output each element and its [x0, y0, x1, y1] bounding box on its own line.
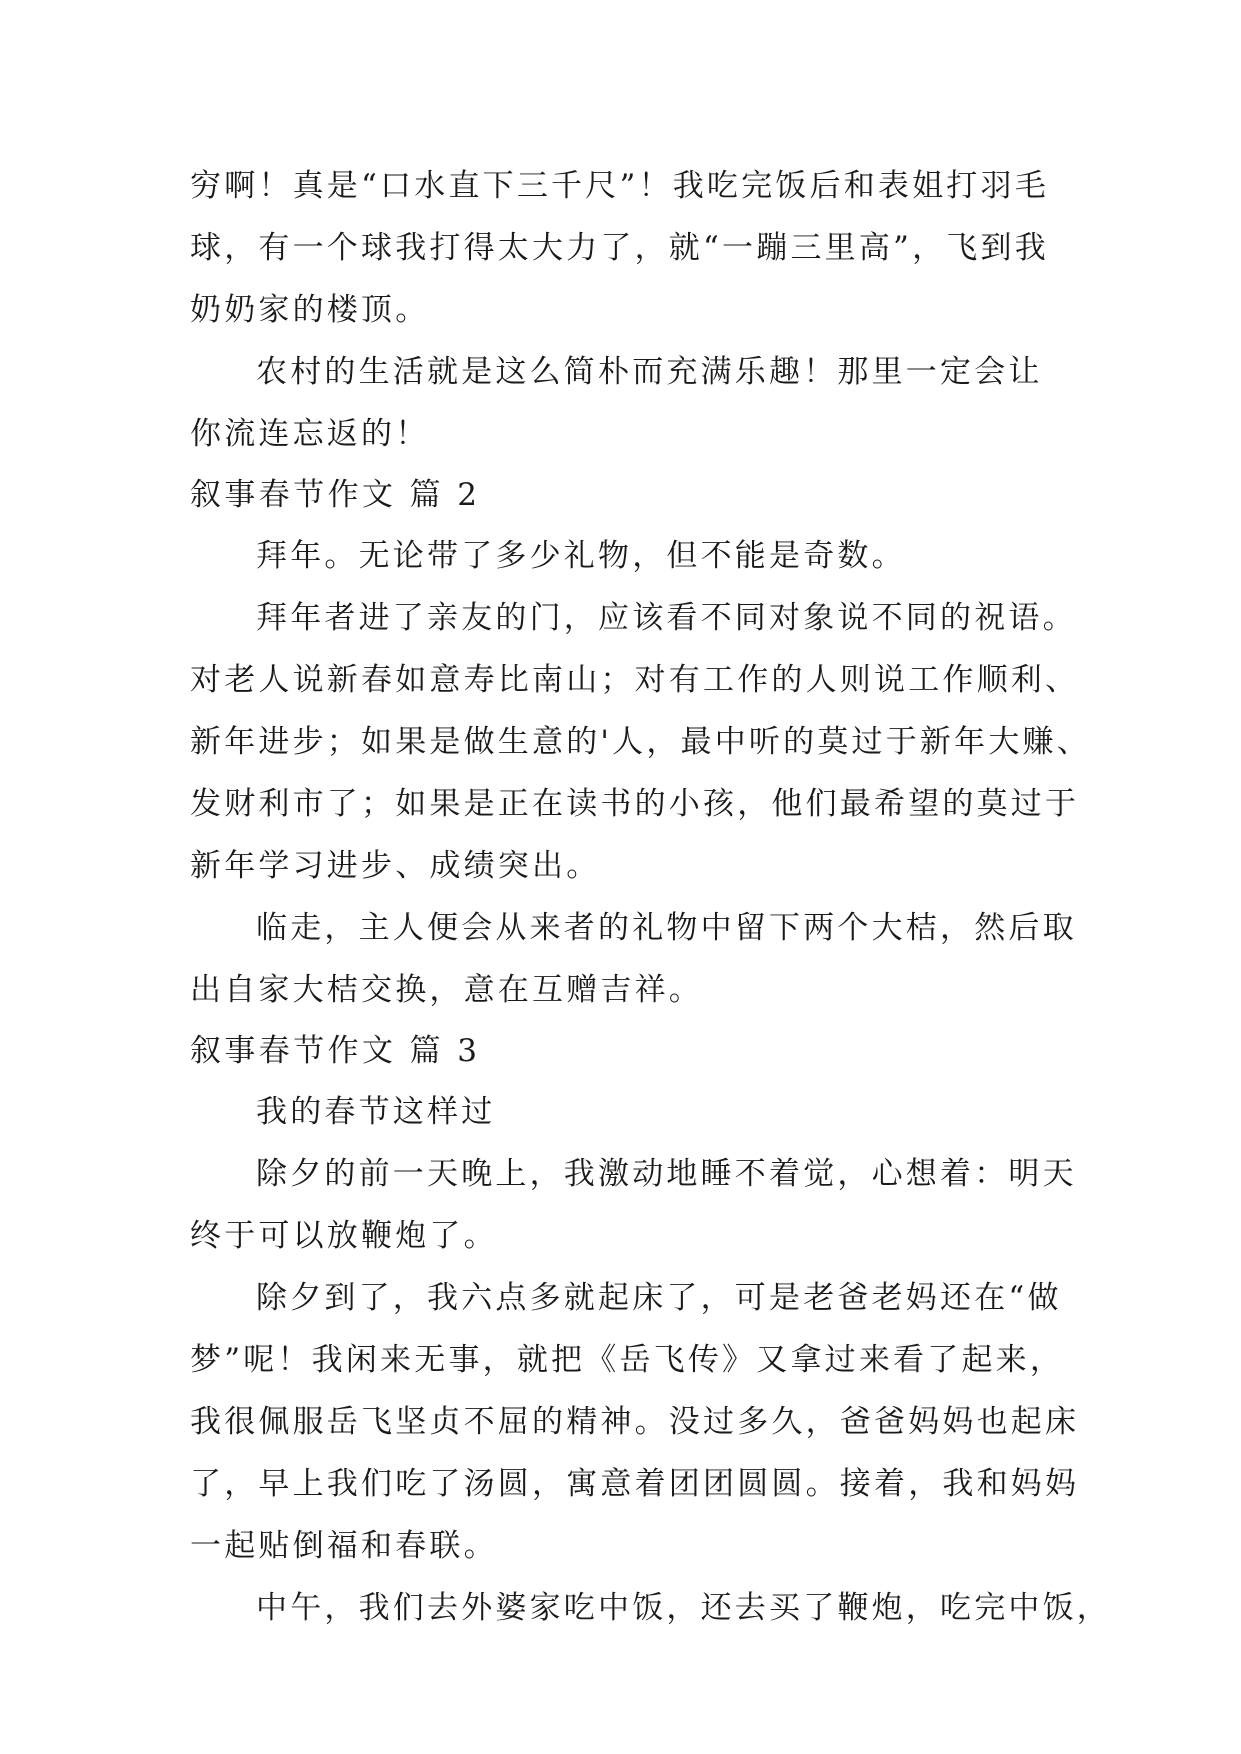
text-line: 农村的生活就是这么简朴而充满乐趣！那里一定会让 [256, 354, 1043, 390]
text-line: 终于可以放鞭炮了。 [190, 1218, 498, 1254]
text-line: 临走，主人便会从来者的礼物中留下两个大桔，然后取 [256, 910, 1077, 946]
text-line: 发财利市了；如果是正在读书的小孩，他们最希望的莫过于 [190, 786, 1080, 822]
text-line: 中午，我们去外婆家吃中饭，还去买了鞭炮，吃完中饭， [256, 1590, 1111, 1626]
text-line: 拜年者进了亲友的门，应该看不同对象说不同的祝语。 [256, 600, 1077, 636]
text-line: 除夕的前一天晚上，我激动地睡不着觉，心想着：明天 [256, 1156, 1077, 1192]
text-line: 梦”呢！我闲来无事，就把《岳飞传》又拿过来看了起来， [190, 1342, 1065, 1378]
text-line: 了，早上我们吃了汤圆，寓意着团团圆圆。接着，我和妈妈 [190, 1466, 1080, 1502]
text-line: 我的春节这样过 [256, 1094, 496, 1130]
section-heading: 叙事春节作文 篇 3 [190, 1033, 481, 1069]
section-heading: 叙事春节作文 篇 2 [190, 477, 481, 513]
text-line: 出自家大桔交换，意在互赠吉祥。 [190, 972, 703, 1008]
text-line: 除夕到了，我六点多就起床了，可是老爸老妈还在“做 [256, 1280, 1062, 1316]
document-body [190, 155, 1111, 1639]
text-line: 新年学习进步、成绩突出。 [190, 848, 601, 884]
text-line: 对老人说新春如意寿比南山；对有工作的人则说工作顺利、 [190, 662, 1080, 698]
text-line: 拜年。无论带了多少礼物，但不能是奇数。 [256, 538, 906, 574]
text-line: 新年进步；如果是做生意的'人，最中听的莫过于新年大赚、 [190, 724, 1091, 760]
text-line: 球，有一个球我打得太大力了，就“一蹦三里高”，飞到我 [190, 230, 1049, 266]
text-line: 我很佩服岳飞坚贞不屈的精神。没过多久，爸爸妈妈也起床 [190, 1404, 1080, 1440]
text-line: 奶奶家的楼顶。 [190, 292, 430, 328]
text-line: 你流连忘返的！ [190, 416, 430, 452]
text-line: 穷啊！真是“口水直下三千尺”！我吃完饭后和表姐打羽毛 [190, 168, 1049, 204]
text-line: 一起贴倒福和春联。 [190, 1528, 498, 1564]
